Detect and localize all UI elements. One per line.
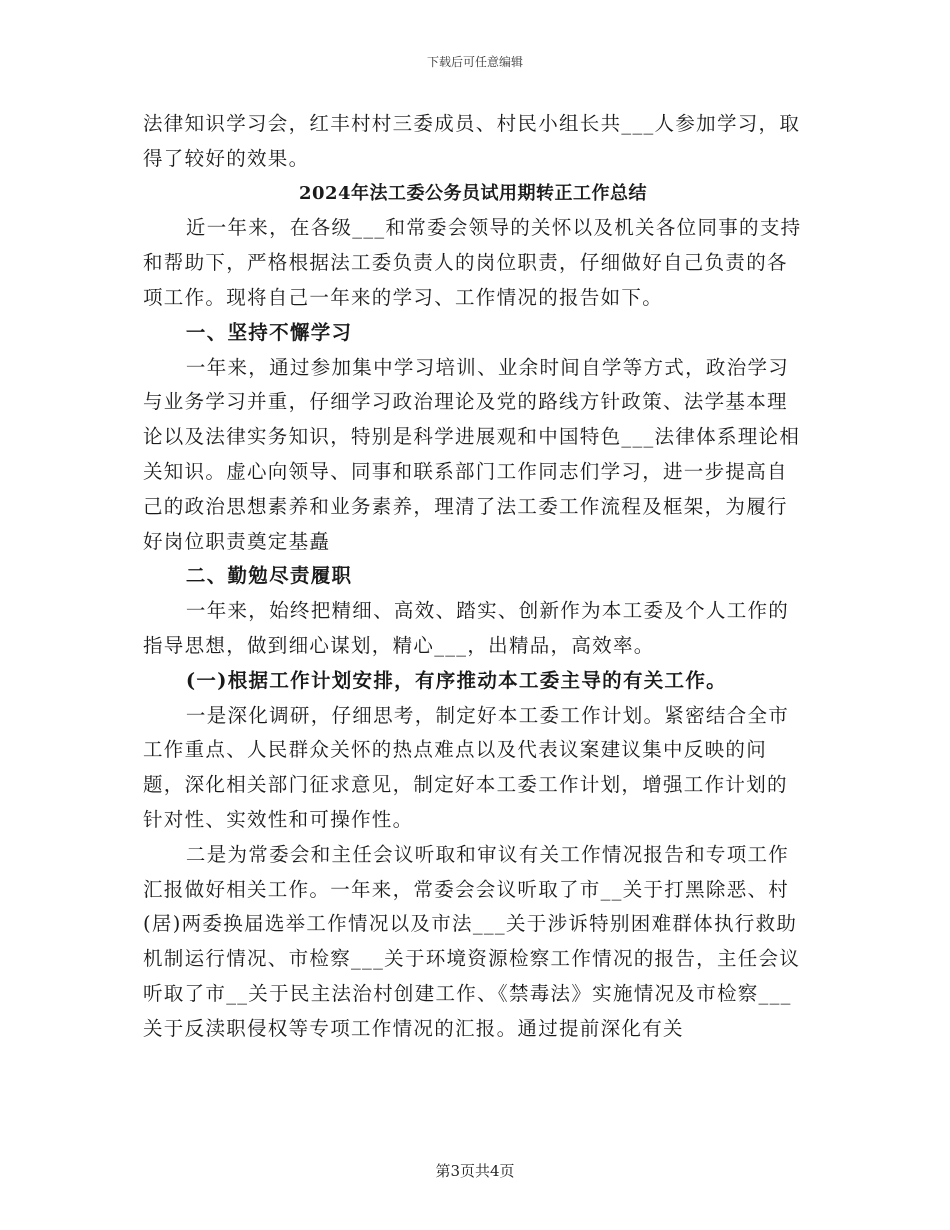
paragraph-continuation: 法律知识学习会，红丰村村三委成员、村民小组长共___人参加学习，取得了较好的效果。 bbox=[143, 112, 801, 170]
document-body bbox=[143, 107, 803, 1047]
page-footer: 第3页共4页 bbox=[435, 1162, 515, 1180]
paragraph-item-one: 一是深化调研，仔细思考，制定好本工委工作计划。紧密结合全市工作重点、人民群众关怀的热点难点以及代表议案建议集中反映的问题，深化相关部门征求意见，制定好本工委工作计划，增强工作计划的针对性、实效性和可操作性。 bbox=[143, 703, 790, 831]
subsection-heading-plan: (一)根据工作计划安排，有序推动本工委主导的有关工作。 bbox=[185, 668, 727, 692]
section-heading-duty: 二、勤勉尽责履职 bbox=[185, 564, 353, 588]
paragraph-item-two: 二是为常委会和主任会议听取和审议有关工作情况报告和专项工作汇报做好相关工作。一年来，常委会会议听取了市__关于打黑除恶、村(居)两委换届选举工作情况以及市法___关于涉诉特别困难群体执行救助机制运行情况、市检察___关于环境资源检察工作情况的报告，主任会议听取了市__关于民主法治村创建工作、《禁毒法》实施情况及市检察___关于反渎职侵权等专项工作情况的汇报。通过提前深化有关 bbox=[143, 842, 801, 1040]
document-title: 2024年法工委公务员试用期转正工作总结 bbox=[298, 182, 648, 204]
section-heading-study: 一、坚持不懈学习 bbox=[185, 320, 353, 344]
page-header: 下载后可任意编辑 bbox=[426, 55, 523, 69]
paragraph-study: 一年来，通过参加集中学习培训、业余时间自学等方式，政治学习与业务学习并重，仔细学习政治理论及党的路线方针政策、法学基本理论以及法律实务知识，特别是科学进展观和中国特色___法律体系理论相关知识。虚心向领导、同事和联系部门工作同志们学习，进一步提高自己的政治思想素养和业务素养，理清了法工委工作流程及框架，为履行好岗位职责奠定基矗 bbox=[143, 355, 801, 553]
paragraph-duty: 一年来，始终把精细、高效、踏实、创新作为本工委及个人工作的指导思想，做到细心谋划，精心___，出精品，高效率。 bbox=[143, 599, 790, 657]
paragraph-intro: 近一年来，在各级___和常委会领导的关怀以及机关各位同事的支持和帮助下，严格根据法工委负责人的岗位职责，仔细做好自己负责的各项工作。现将自己一年来的学习、工作情况的报告如下。 bbox=[143, 216, 802, 309]
